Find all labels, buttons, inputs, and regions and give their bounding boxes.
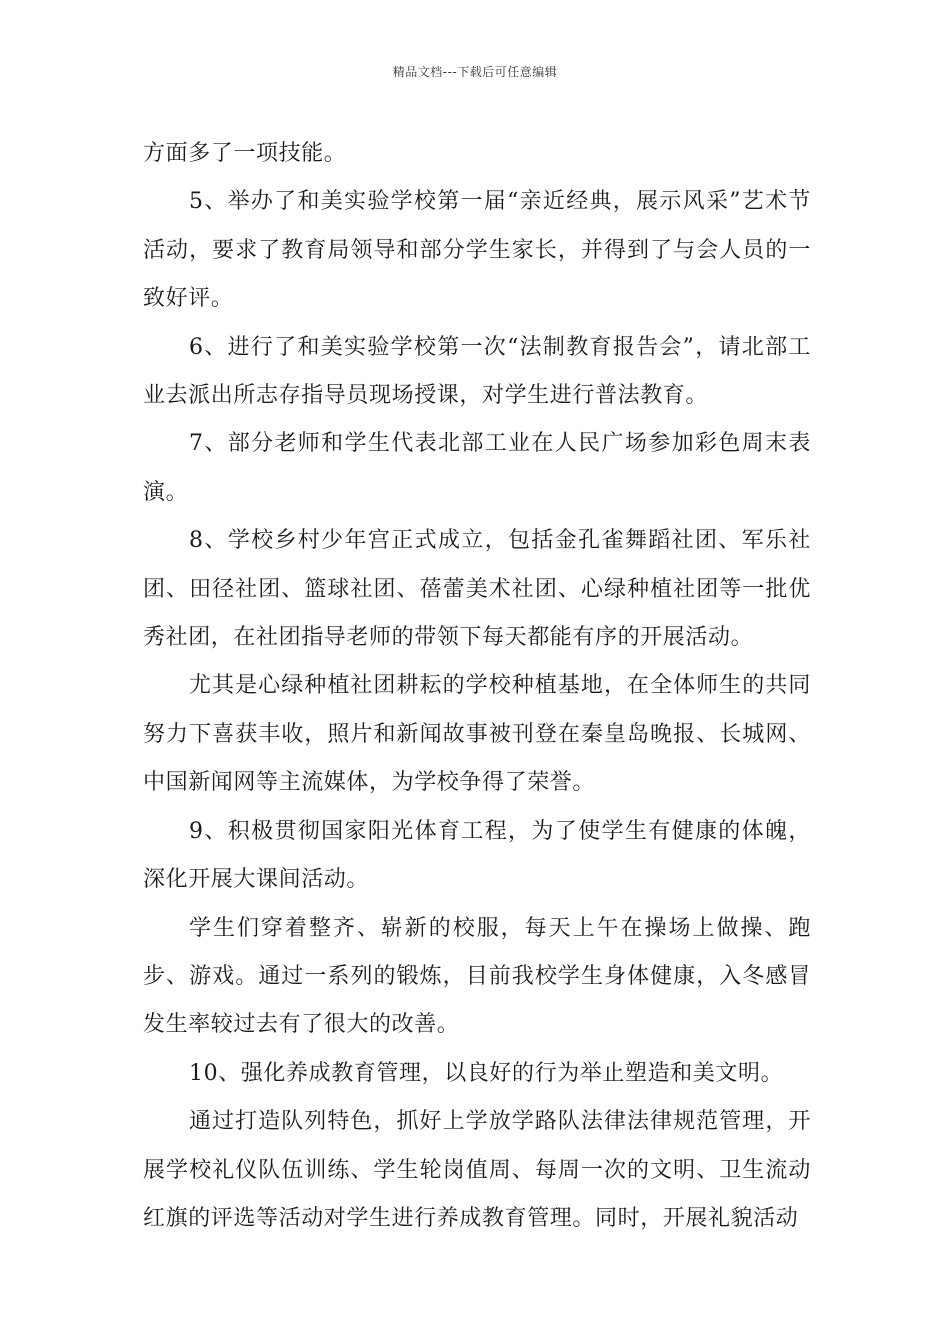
paragraph-item-9: 9、积极贯彻国家阳光体育工程，为了使学生有健康的体魄，深化开展大课间活动。 <box>143 818 811 893</box>
paragraph-item-10-detail: 通过打造队列特色，抓好上学放学路队法律法律规范管理，开展学校礼仪队伍训练、学生轮岗值周、每周一次的文明、卫生流动红旗的评选等活动对学生进行养成教育管理。同时，开展礼貌活动 <box>143 1109 811 1231</box>
paragraph-item-5: 5、举办了和美实验学校第一届“亲近经典，展示风采”艺术节活动，要求了教育局领导和部分学生家长，并得到了与会人员的一致好评。 <box>143 189 811 312</box>
paragraph-item-8-detail: 尤其是心绿种植社团耕耘的学校种植基地，在全体师生的共同努力下喜获丰收，照片和新闻故事被刊登在秦皇岛晚报、长城网、中国新闻网等主流媒体，为学校争得了荣誉。 <box>143 673 811 796</box>
paragraph-item-9-detail: 学生们穿着整齐、崭新的校服，每天上午在操场上做操、跑步、游戏。通过一系列的锻炼，目前我校学生身体健康，入冬感冒发生率较过去有了很大的改善。 <box>143 915 811 1038</box>
paragraph-continuation: 方面多了一项技能。 <box>143 141 347 166</box>
paragraph-item-10: 10、强化养成教育管理，以良好的行为举止塑造和美文明。 <box>189 1060 784 1086</box>
paragraph-item-8: 8、学校乡村少年宫正式成立，包括金孔雀舞蹈社团、军乐社团、田径社团、篮球社团、蓓蕾美术社团、心绿种植社团等一批优秀社团，在社团指导老师的带领下每天都能有序的开展活动。 <box>143 528 811 651</box>
paragraph-item-7: 7、部分老师和学生代表北部工业在人民广场参加彩色周末表演。 <box>143 431 811 505</box>
document-body <box>143 130 811 1243</box>
page-header: 精品文档---下载后可任意编辑 <box>392 65 558 79</box>
paragraph-item-6: 6、进行了和美实验学校第一次“法制教育报告会”，请北部工业去派出所志存指导员现场授课，对学生进行普法教育。 <box>143 334 811 409</box>
